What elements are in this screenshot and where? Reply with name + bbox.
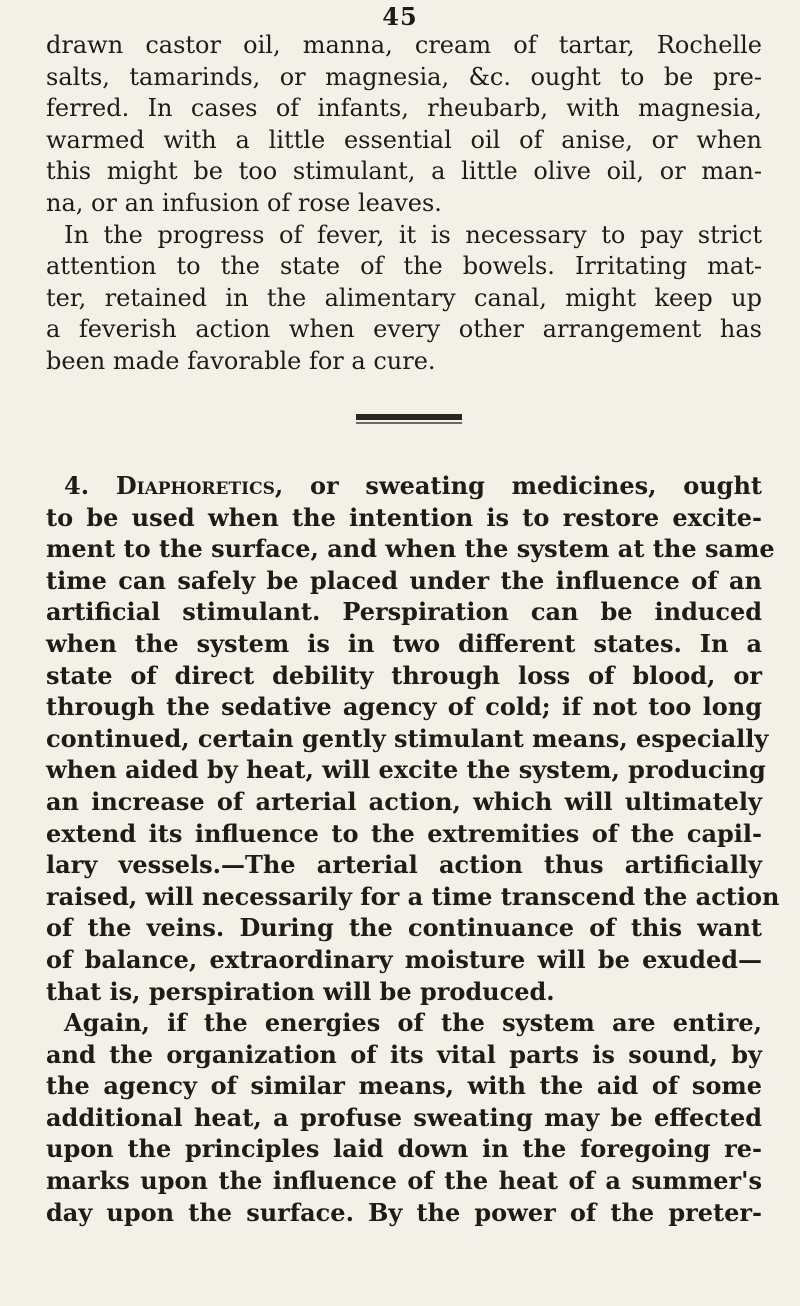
text-line: extend its influence to the extremities of the capil- [46,818,762,848]
text-line: ment to the surface, and when the system at the same [46,534,775,564]
text-line: when the system is in two different states. In a [46,628,762,658]
text-line: time can safely be placed under the influence of an [46,565,762,595]
section-heading: Diaphoretics, [115,471,284,500]
text-line: and the organization of its vital parts is sound, by [46,1039,762,1069]
text-line: lary vessels.—The arterial action thus artificially [46,850,762,880]
text-line: salts, tamarinds, or magnesia, &c. ought to be pre- [46,62,762,91]
text-line: Again, if the energies of the system are entire, [64,1008,762,1038]
page-number: 45 [382,2,418,31]
section-number: 4. [64,471,90,500]
text-line: ter, retained in the alimentary canal, might keep up [46,283,762,312]
text-line: been made favorable for a cure. [46,346,436,375]
top-text-block [46,30,762,378]
text-line: na, or an infusion of rose leaves. [46,188,442,217]
text-line: day upon the surface. By the power of the preter- [46,1197,762,1227]
text-line: drawn castor oil, manna, cream of tartar, Rochelle [46,31,762,59]
paragraph-again [46,1007,762,1228]
text-line: this might be too stimulant, a little olive oil, or man- [46,157,762,186]
text-line: through the sedative agency of cold; if not too long [46,692,762,722]
text-line: artificial stimulant. Perspiration can be induced [46,597,762,627]
text-line: attention to the state of the bowels. Irritating mat- [46,252,762,281]
paragraph-fever-bowels [46,220,762,378]
section-heading-line [46,470,762,502]
text-line: state of direct debility through loss of blood, or [46,660,762,690]
text-line: of balance, extraordinary moisture will be exuded— [46,944,762,974]
text-line: the agency of similar means, with the aid of some [46,1071,762,1101]
text-line: when aided by heat, will excite the system, producing [46,755,766,785]
paragraph-diaphoretics [46,470,780,1007]
text-line: raised, will necessarily for a time transcend the action [46,881,780,911]
text-line: marks upon the influence of the heat of a summer's [46,1166,762,1196]
text-line: an increase of arterial action, which will ultimately [46,786,762,816]
text-line: continued, certain gently stimulant means, especially [46,723,769,753]
section-divider [356,414,462,420]
paragraph-purgatives [46,30,762,220]
text-line: of the veins. During the continuance of this want [46,913,762,943]
section-heading-rest: or sweating medicines, ought [310,471,762,500]
text-line: upon the principles laid down in the foregoing re- [46,1134,762,1164]
text-line: a feverish action when every other arrangement has [46,315,762,344]
text-line: additional heat, a profuse sweating may be effected [46,1102,762,1132]
text-line: that is, perspiration will be produced. [46,976,555,1006]
text-line: warmed with a little essential oil of anise, or when [46,125,762,154]
text-line: to be used when the intention is to restore excite- [46,502,762,532]
text-line: ferred. In cases of infants, rheubarb, with magnesia, [46,94,762,123]
section-four-block [46,470,780,1228]
text-line: In the progress of fever, it is necessary to pay strict [64,220,762,249]
